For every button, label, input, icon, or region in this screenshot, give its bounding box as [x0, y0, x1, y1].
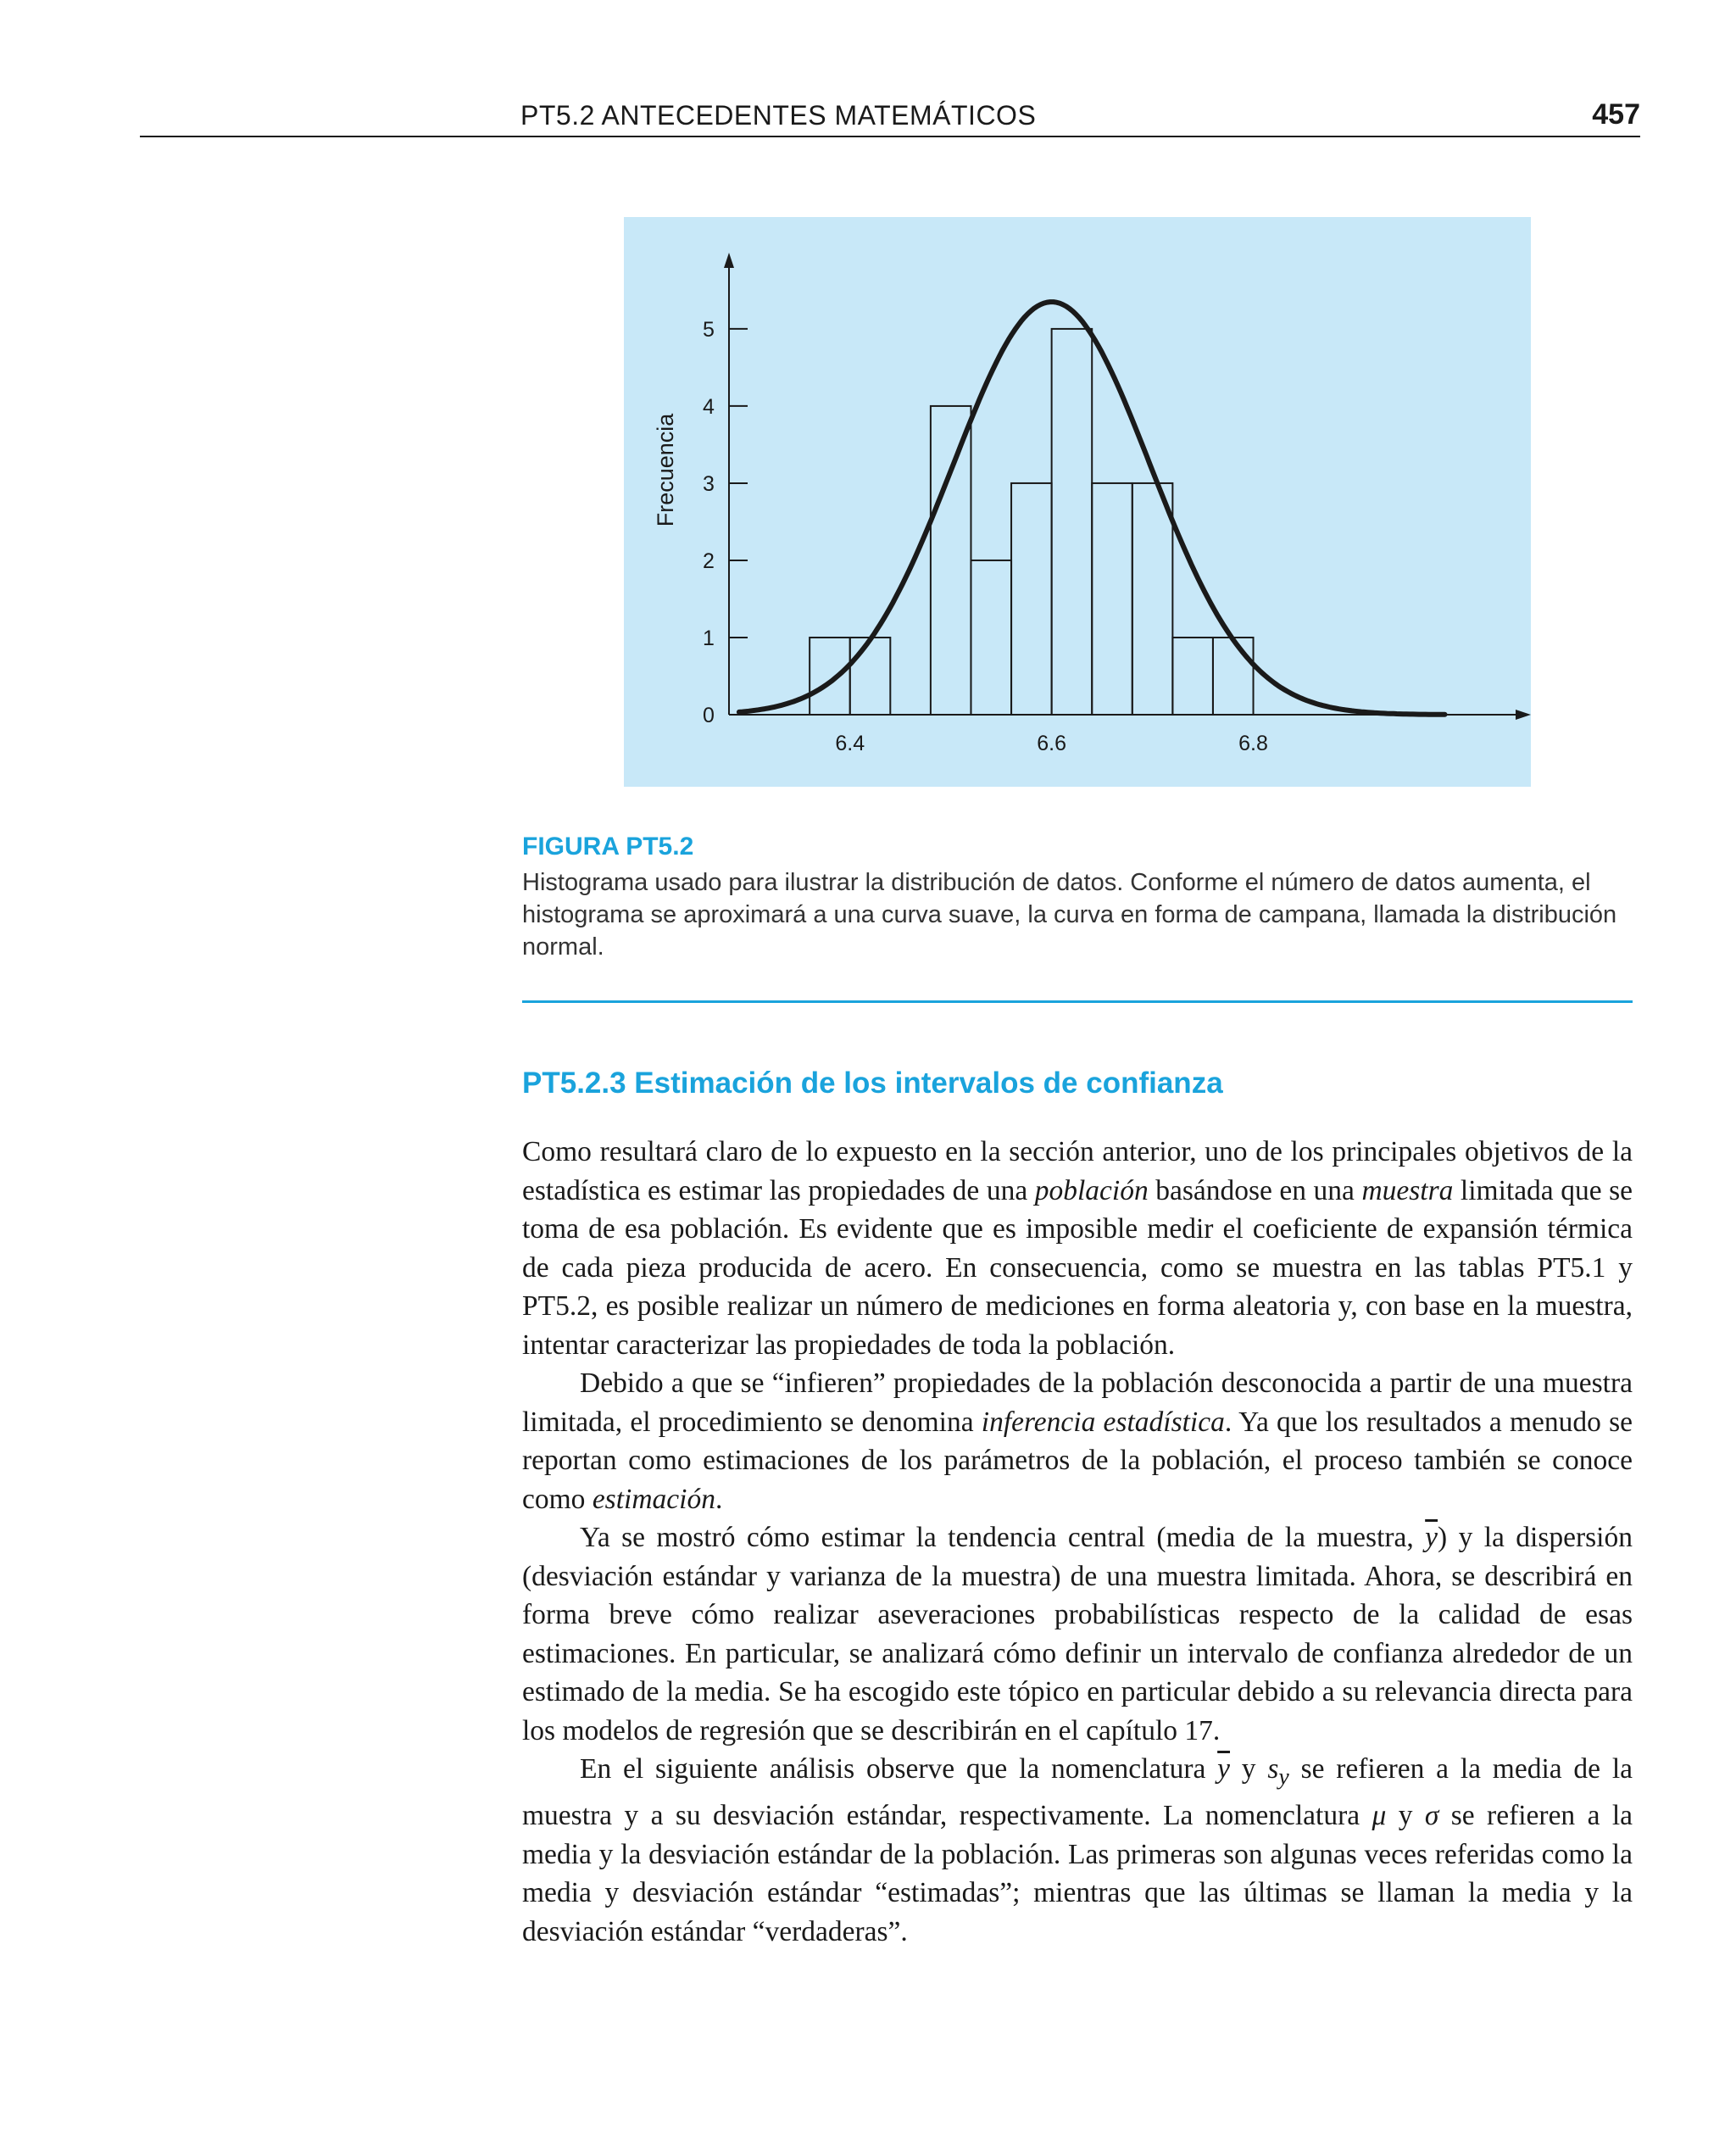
- y-tick-label: 2: [703, 549, 715, 573]
- x-tick-label: 6.4: [835, 732, 865, 755]
- caption-divider: [522, 1000, 1633, 1003]
- text-run: .: [715, 1483, 723, 1515]
- text-run: se refieren a la media y la desviación estándar de la población. Las primeras son algunas veces referidas como la media y desviación estándar “estimadas”; mientras que las últimas se llaman la media y la desviación estándar “verdaderas”.: [522, 1800, 1633, 1947]
- paragraph-3: [522, 1518, 1633, 1750]
- histogram-bar: [810, 638, 850, 715]
- y-axis-arrow: [724, 253, 734, 268]
- paragraph-2: [522, 1364, 1633, 1518]
- text-run: limitada que se toma de esa población. Es evidente que es imposible medir el coeficiente de expansión térmica de cada pieza producida de acero. En consecuencia, como se muestra en las tablas PT5.1 y PT5.2, es posible realizar un número de mediciones en forma aleatoria y, con base en la muestra, intentar caracterizar las propiedades de toda la población.: [522, 1174, 1633, 1361]
- symbol-sigma: σ: [1424, 1800, 1439, 1832]
- histogram-bar: [1052, 329, 1093, 715]
- emphasis-term: inferencia estadística: [981, 1406, 1225, 1438]
- running-title: PT5.2 ANTECEDENTES MATEMÁTICOS: [520, 100, 1037, 131]
- text-run: y: [1230, 1753, 1268, 1785]
- text-run: se refieren a la media de la muestra y a su desviación estándar, respectivamente. La nomenclatura: [522, 1753, 1633, 1832]
- section-title: PT5.2.3 Estimación de los intervalos de confianza: [522, 1067, 1223, 1100]
- y-tick-label: 4: [703, 394, 715, 419]
- body-text: [522, 1133, 1633, 1951]
- emphasis-term: población: [1034, 1174, 1149, 1206]
- y-tick-label: 5: [703, 317, 715, 342]
- y-tick-label: 0: [703, 704, 715, 727]
- y-axis-label: Frecuencia: [653, 413, 678, 527]
- text-run: Como resultará claro de lo expuesto en la sección anterior, uno de los principales objetivos de la estadística es estimar las propiedades de una: [522, 1136, 1633, 1206]
- symbol-ybar: $\overline{y}$: [1425, 1522, 1438, 1553]
- text-run: . Ya que los resultados a menudo se reportan como estimaciones de los parámetros de la población, el proceso también se conoce como: [522, 1406, 1633, 1515]
- histogram-bar: [931, 406, 971, 715]
- symbol-s: s: [1267, 1753, 1279, 1785]
- x-tick-label: 6.8: [1238, 732, 1268, 755]
- emphasis-term: muestra: [1361, 1174, 1454, 1206]
- histogram-bar: [1132, 483, 1173, 715]
- histogram-bar: [1172, 638, 1213, 715]
- page-header: [140, 93, 1640, 137]
- text-run: basándose en una: [1148, 1174, 1362, 1206]
- figure-caption-text: Histograma usado para ilustrar la distribución de datos. Conforme el número de datos aumenta, el histograma se aproximará a una curva suave, la curva en forma de campana, llamada la distribución normal.: [522, 869, 1617, 961]
- emphasis-term: estimación: [592, 1483, 715, 1515]
- text-run: Ya se mostró cómo estimar la tendencia central (media de la muestra,: [580, 1522, 1426, 1553]
- paragraph-1: [522, 1133, 1633, 1364]
- page-number: 457: [1592, 98, 1640, 131]
- text-run: En el siguiente análisis observe que la nomenclatura: [580, 1753, 1218, 1785]
- symbol-mu: μ: [1372, 1800, 1387, 1832]
- y-tick-label: 3: [703, 471, 715, 496]
- figure-label: FIGURA PT5.2: [522, 833, 694, 861]
- histogram-chart: [624, 217, 1531, 787]
- x-tick-label: 6.6: [1037, 732, 1067, 755]
- paragraph-4: [522, 1750, 1633, 1951]
- figure-panel: [624, 217, 1531, 787]
- figure-caption: [522, 833, 1633, 963]
- symbol-subscript-y: y: [1278, 1763, 1289, 1791]
- histogram-bar: [1011, 483, 1052, 715]
- y-tick-label: 1: [703, 626, 715, 650]
- histogram-bar: [1213, 638, 1254, 715]
- histogram-bar: [971, 560, 1011, 715]
- text-run: Debido a que se “infieren” propiedades de la población desconocida a partir de una muestra limitada, el procedimiento se denomina: [522, 1367, 1633, 1438]
- histogram-bar: [1092, 483, 1132, 715]
- text-run: y: [1386, 1800, 1425, 1832]
- symbol-ybar: $\overline{y}$: [1217, 1753, 1231, 1785]
- histogram-bar: [850, 638, 891, 715]
- text-run: ) y la dispersión (desviación estándar y varianza de la muestra) de una muestra limitada. Ahora, se describirá en forma breve cómo realizar aseveraciones probabilísticas respecto de la calidad de esas estimaciones. En particular, se analizará cómo definir un intervalo de confianza alrededor de un estimado de la media. Se ha escogido este tópico en particular debido a su relevancia directa para los modelos de regresión que se describirán en el capítulo 17.: [522, 1522, 1633, 1746]
- x-axis-arrow: [1516, 710, 1531, 720]
